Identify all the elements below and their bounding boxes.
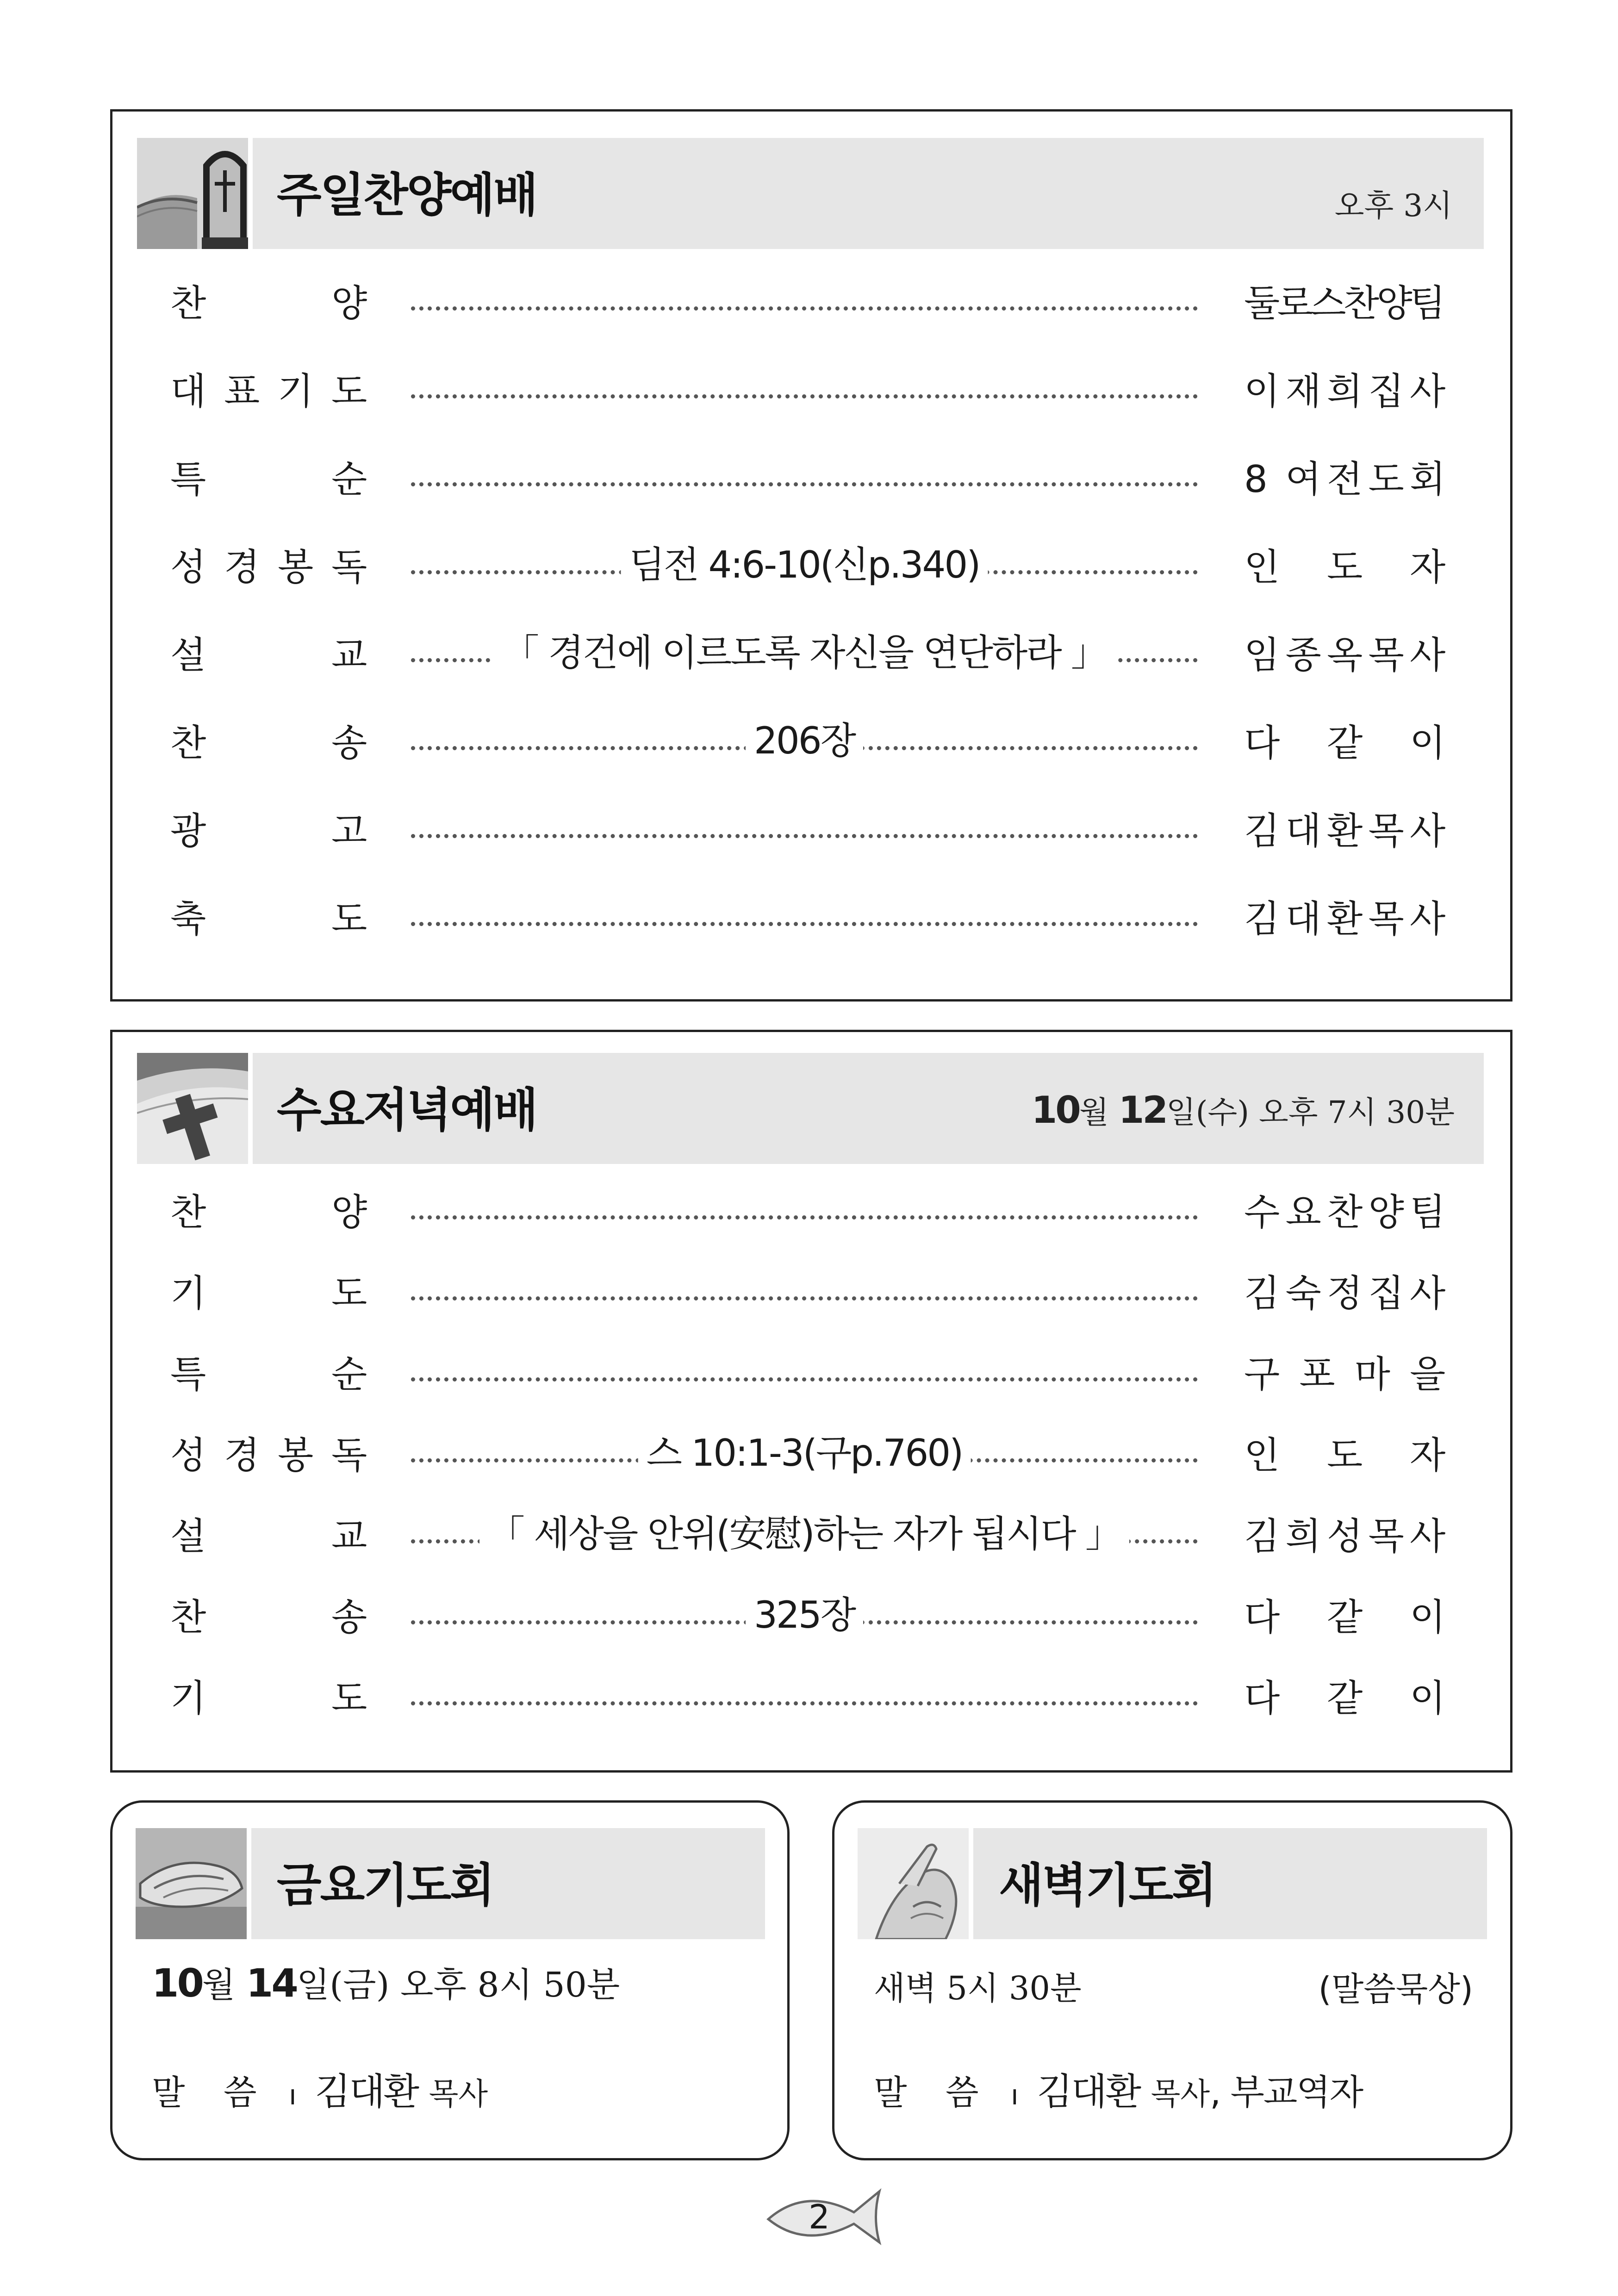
spread-char: 특 <box>170 458 206 501</box>
spread-char: 구 <box>1244 1353 1280 1396</box>
spread-char: 경 <box>224 1434 260 1477</box>
wednesday-order-row-person <box>1244 1185 1448 1240</box>
wednesday-order-row-label <box>170 1185 369 1240</box>
spread-char: 둘 <box>1244 282 1280 325</box>
spread-char: 김 <box>1244 809 1280 852</box>
dotted-leader <box>411 394 1198 398</box>
sunday-order-row-label <box>170 716 369 771</box>
spread-char: 인 <box>1244 546 1280 589</box>
spread-char: 자 <box>1410 546 1446 589</box>
wednesday-order-row-label <box>170 1266 369 1321</box>
dotted-leader <box>411 1296 1198 1300</box>
wednesday-order-row <box>170 1185 1466 1240</box>
spread-char: 여 <box>1285 458 1321 501</box>
dotted-leader <box>411 1701 1198 1705</box>
spread-char: 을 <box>1410 1353 1446 1396</box>
spread-char: 사 <box>1410 897 1446 940</box>
spread-char: 찬 <box>170 1596 206 1639</box>
spread-char: 다 <box>1244 1677 1280 1720</box>
spread-char: 기 <box>278 370 314 413</box>
dotted-leader <box>411 922 1198 926</box>
spread-char: 환 <box>1327 897 1363 940</box>
sunday-order-row <box>170 452 1466 507</box>
spread-char: 도 <box>331 370 367 413</box>
spread-char: 마 <box>1354 1353 1390 1396</box>
spread-char: 환 <box>1327 809 1363 852</box>
wednesday-service-box <box>110 1030 1512 1773</box>
spread-char: 옥 <box>1327 634 1363 677</box>
sunday-order-row <box>170 716 1466 771</box>
friday-prayer-title: 금요기도회 <box>277 1858 493 1912</box>
spread-char: 표 <box>224 370 260 413</box>
spread-char: 사 <box>1410 1272 1446 1315</box>
spread-char: 찬 <box>1327 1191 1363 1234</box>
wednesday-service-time: 10월 12일(수) 오후 7시 30분 <box>1031 1089 1455 1132</box>
dotted-leader <box>411 834 1198 838</box>
spread-char: 같 <box>1327 1677 1363 1720</box>
spread-char: 정 <box>1327 1272 1363 1315</box>
wednesday-order-row-person <box>1244 1428 1448 1483</box>
spread-char: 봉 <box>278 546 314 589</box>
spread-char: 이 <box>1410 722 1446 765</box>
spread-char: 찬 <box>1343 282 1380 325</box>
wednesday-order-row-detail: 325장 <box>746 1590 863 1645</box>
spread-char: 특 <box>170 1353 206 1396</box>
sunday-order-row <box>170 891 1466 947</box>
dotted-leader <box>411 482 1198 486</box>
spread-char: 사 <box>1410 634 1446 677</box>
spread-char: 양 <box>1376 282 1413 325</box>
spread-char: 도 <box>1327 546 1363 589</box>
spread-char: 순 <box>331 1353 367 1396</box>
spread-char: 도 <box>1368 458 1404 501</box>
spread-char: 전 <box>1327 458 1363 501</box>
spread-char: 설 <box>170 634 206 677</box>
spread-char: 임 <box>1244 634 1280 677</box>
sunday-order-row-label <box>170 364 369 419</box>
sunday-order-row-person <box>1244 540 1448 595</box>
spread-char: 목 <box>1368 634 1404 677</box>
spread-char: 순 <box>331 458 367 501</box>
sunday-service-time: 오후 3시 <box>1334 188 1452 224</box>
sunday-order-row-person <box>1244 364 1448 419</box>
spread-char: 도 <box>331 897 367 940</box>
spread-char: 성 <box>1327 1515 1363 1558</box>
wednesday-order-row-person <box>1244 1509 1448 1564</box>
spread-char: 같 <box>1327 1596 1363 1639</box>
spread-char: 봉 <box>278 1434 314 1477</box>
page-number-fish <box>764 2184 889 2249</box>
sunday-order-row <box>170 540 1466 595</box>
spread-char: 목 <box>1368 1515 1404 1558</box>
wednesday-order-row-label <box>170 1347 369 1402</box>
sunday-order-row <box>170 276 1466 331</box>
sunday-order-row-person <box>1244 628 1448 683</box>
dawn-prayer-time: 새벽 5시 30분 <box>874 1969 1082 2007</box>
dawn-prayer-note: (말씀묵상) <box>1318 1970 1473 2009</box>
sunday-order-row-label <box>170 891 369 947</box>
spread-char: 스 <box>1310 282 1346 325</box>
spread-char: 김 <box>1244 897 1280 940</box>
wednesday-service-title: 수요저녁예배 <box>277 1083 537 1137</box>
spread-char: 목 <box>1368 897 1404 940</box>
wednesday-order-row <box>170 1266 1466 1321</box>
friday-prayer-box <box>110 1800 790 2160</box>
page-number: 2 <box>809 2197 830 2236</box>
spread-char: 독 <box>331 1434 367 1477</box>
spread-char: 성 <box>170 1434 206 1477</box>
spread-char: 종 <box>1285 634 1321 677</box>
spread-char: 대 <box>1285 809 1321 852</box>
spread-char: 찬 <box>170 282 206 325</box>
spread-char: 도 <box>331 1272 367 1315</box>
spread-char: 이 <box>1410 1596 1446 1639</box>
sunday-order-row-person <box>1244 803 1448 859</box>
sunday-order-row-label <box>170 628 369 683</box>
dotted-leader <box>411 1215 1198 1220</box>
spread-char: 도 <box>331 1677 367 1720</box>
sunday-order-row-person <box>1244 716 1448 771</box>
sunday-order-row-label <box>170 452 369 507</box>
spread-char: 집 <box>1368 1272 1404 1315</box>
spread-char: 독 <box>331 546 367 589</box>
wednesday-order-row-person <box>1244 1347 1448 1402</box>
spread-char: 송 <box>331 1596 367 1639</box>
spread-char: 광 <box>170 809 206 852</box>
dawn-prayer-box <box>832 1800 1512 2160</box>
wednesday-order-row-label <box>170 1509 369 1564</box>
sunday-order-row-detail: 206장 <box>746 716 863 771</box>
spread-char: 사 <box>1410 370 1446 413</box>
spread-char: 숙 <box>1285 1272 1321 1315</box>
spread-char: 도 <box>1327 1434 1363 1477</box>
spread-char: 수 <box>1244 1191 1280 1234</box>
spread-char: 목 <box>1368 809 1404 852</box>
sunday-order-row-detail: 딤전 4:6-10(신p.340) <box>621 540 988 595</box>
spread-char: 교 <box>331 1515 367 1558</box>
spread-char: 양 <box>331 1191 367 1234</box>
spread-char: 기 <box>170 1272 206 1315</box>
spread-char: 성 <box>170 546 206 589</box>
wednesday-order-row <box>170 1509 1466 1564</box>
spread-char: 자 <box>1410 1434 1446 1477</box>
wednesday-order-row-label <box>170 1428 369 1483</box>
spread-char: 인 <box>1244 1434 1280 1477</box>
spread-char: 양 <box>331 282 367 325</box>
wednesday-order-row-detail: 「 세상을 안위(安慰)하는 자가 됩시다 」 <box>479 1509 1129 1564</box>
spread-char: 희 <box>1327 370 1363 413</box>
wednesday-order-row-detail: 스 10:1-3(구p.760) <box>638 1428 971 1483</box>
sunday-service-box <box>110 109 1512 1002</box>
spread-char: 다 <box>1244 722 1280 765</box>
bible-candle-icon <box>137 138 248 249</box>
spread-char: 설 <box>170 1515 206 1558</box>
spread-char: 사 <box>1410 809 1446 852</box>
friday-prayer-time: 10월 14일(금) 오후 8시 50분 <box>152 1960 620 2006</box>
sunday-service-title: 주일찬양예배 <box>277 168 537 222</box>
spread-char: 찬 <box>170 722 206 765</box>
sunday-order-row-detail: 「 경건에 이르도록 자신을 연단하라 」 <box>494 628 1115 683</box>
dotted-leader <box>411 306 1198 311</box>
spread-char: 8 <box>1244 458 1268 501</box>
spread-char: 대 <box>170 370 206 413</box>
wednesday-order-row-person <box>1244 1590 1448 1645</box>
spread-char: 양 <box>1368 1191 1404 1234</box>
sunday-order-row-label <box>170 803 369 859</box>
spread-char: 김 <box>1244 1272 1280 1315</box>
spread-char: 이 <box>1244 370 1280 413</box>
sunday-order-row-person <box>1244 276 1448 331</box>
wednesday-order-row-label <box>170 1590 369 1645</box>
sunday-order-row-person <box>1244 891 1448 947</box>
sunday-order-row-label <box>170 276 369 331</box>
sunday-order-row-person <box>1244 452 1448 507</box>
spread-char: 팀 <box>1410 282 1446 325</box>
bible-cross-icon <box>137 1053 248 1164</box>
spread-char: 로 <box>1277 282 1313 325</box>
spread-char: 대 <box>1285 897 1321 940</box>
wednesday-order-row <box>170 1671 1466 1726</box>
sunday-order-row <box>170 364 1466 419</box>
spread-char: 교 <box>331 634 367 677</box>
sunday-order-row <box>170 803 1466 859</box>
spread-char: 포 <box>1299 1353 1335 1396</box>
spread-char: 축 <box>170 897 206 940</box>
spread-char: 사 <box>1410 1515 1446 1558</box>
spread-char: 집 <box>1368 370 1404 413</box>
spread-char: 같 <box>1327 722 1363 765</box>
praying-hands-icon <box>136 1828 247 1939</box>
spread-char: 팀 <box>1410 1191 1446 1234</box>
dotted-leader <box>411 1377 1198 1381</box>
wednesday-order-row-person <box>1244 1266 1448 1321</box>
sunday-order-row-label <box>170 540 369 595</box>
spread-char: 재 <box>1285 370 1321 413</box>
spread-char: 이 <box>1410 1677 1446 1720</box>
wednesday-order-row <box>170 1590 1466 1645</box>
spread-char: 경 <box>224 546 260 589</box>
wednesday-order-row-label <box>170 1671 369 1726</box>
spread-char: 찬 <box>170 1191 206 1234</box>
dawn-speaker: 말 씀 ı 김대환 목사, 부교역자 <box>874 2070 1363 2113</box>
spread-char: 김 <box>1244 1515 1280 1558</box>
spread-char: 송 <box>331 722 367 765</box>
friday-speaker: 말 씀 ı 김대환 목사 <box>152 2070 488 2113</box>
folded-hands-icon <box>858 1828 969 1939</box>
spread-char: 회 <box>1410 458 1446 501</box>
spread-char: 고 <box>331 809 367 852</box>
dawn-prayer-title: 새벽기도회 <box>999 1858 1215 1912</box>
spread-char: 기 <box>170 1677 206 1720</box>
spread-char: 요 <box>1285 1191 1321 1234</box>
spread-char: 다 <box>1244 1596 1280 1639</box>
sunday-order-row <box>170 628 1466 683</box>
wednesday-order-row-person <box>1244 1671 1448 1726</box>
wednesday-order-row <box>170 1347 1466 1402</box>
spread-char: 희 <box>1285 1515 1321 1558</box>
wednesday-order-row <box>170 1428 1466 1483</box>
